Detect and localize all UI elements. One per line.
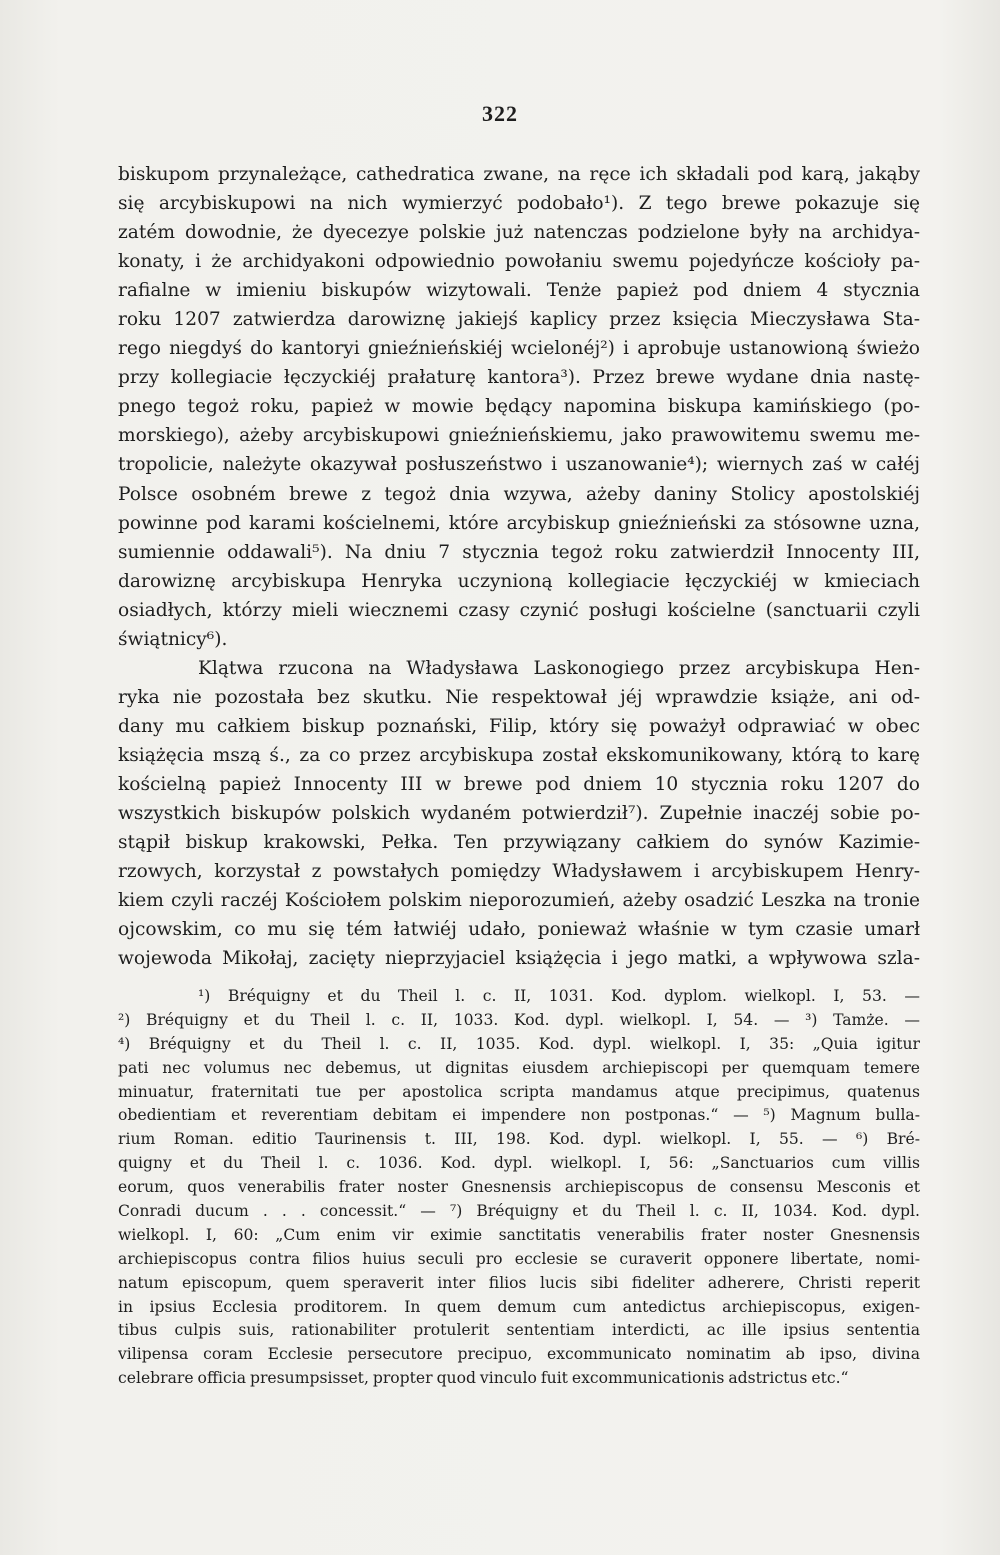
text-line: tropolicie, należyte okazywał posłuszeństwo i uszanowanie⁴); wiernych zaś w całéj xyxy=(118,454,920,476)
text-line: dany mu całkiem biskup poznański, Filip, który się poważył odprawiać w obec xyxy=(118,715,920,737)
page-number: 322 xyxy=(482,101,518,126)
footnote-line: minuatur, fraternitati tue per apostolica scripta mandamus atque precipimus, quatenus xyxy=(118,1082,920,1101)
footnote-line: eorum, quos venerabilis frater noster Gnesnensis archiepiscopus de consensu Mesconis et xyxy=(118,1178,920,1197)
text-line: morskiego), ażeby arcybiskupowi gnieźnieńskiemu, jako prawowitemu swemu me- xyxy=(118,425,920,447)
footnote-line: natum episcopum, quem speraverit inter filios lucis sibi fideliter adherere, Christi reperit xyxy=(118,1273,920,1292)
text-line: rzowych, korzystał z powstałych pomiędzy Władysławem i arcybiskupem Henry- xyxy=(118,861,920,883)
text-line: książęcia mszą ś., za co przez arcybiskupa został ekskomunikowany, którą to karę xyxy=(118,744,920,766)
footnote-line: wielkopl. I, 60: „Cum enim vir eximie sanctitatis venerabilis frater noster Gnesnensis xyxy=(118,1225,920,1244)
footnote-line: vilipensa coram Ecclesie persecutore precipuo, excommunicato nominatim ab ipso, divina xyxy=(118,1345,920,1364)
footnote-line: in ipsius Ecclesia proditorem. In quem demum cum antedictus archiepiscopus, exigen- xyxy=(118,1297,920,1316)
footnote-line: pati nec volumus nec debemus, ut dignitas eiusdem archiepiscopi per quemquam temere xyxy=(118,1058,920,1077)
main-text xyxy=(118,160,920,973)
text-line: Polsce osobném brewe z tegoż dnia wzywa, ażeby daniny Stolicy apostolskiéj xyxy=(118,483,920,505)
text-line: wojewoda Mikołaj, zacięty nieprzyjaciel książęcia i jego matki, a wpływowa szla- xyxy=(118,948,920,970)
text-line: zatém dowodnie, że dyecezye polskie już natenczas podzielone były na archidya- xyxy=(118,222,920,244)
text-line: rafialne w imieniu biskupów wizytowali. Tenże papież pod dniem 4 stycznia xyxy=(118,280,920,302)
footnote-line: obedientiam et reverentiam debitam ei impendere non postponas.“ — ⁵) Magnum bulla- xyxy=(118,1106,920,1125)
text-line: stąpił biskup krakowski, Pełka. Ten przywiązany całkiem do synów Kazimie- xyxy=(118,832,920,854)
text-line: wszystkich biskupów polskich wydaném potwierdził⁷). Zupełnie inaczéj sobie po- xyxy=(118,803,920,825)
text-line: sumiennie oddawali⁵). Na dniu 7 stycznia tegoż roku zatwierdził Innocenty III, xyxy=(118,541,920,563)
text-line: Klątwa rzucona na Władysława Laskonogiego przez arcybiskupa Hen- xyxy=(198,657,920,679)
footnote-line: archiepiscopus contra filios huius seculi pro ecclesie se curaverit opponere libertate, nomi- xyxy=(118,1249,920,1268)
text-line: ojcowskim, co mu się tém łatwiéj udało, ponieważ właśnie w tym czasie umarł xyxy=(118,919,920,941)
footnote-line: rium Roman. editio Taurinensis t. III, 198. Kod. dypl. wielkopl. I, 55. — ⁶) Bré- xyxy=(118,1130,920,1149)
text-line: ryka nie pozostała bez skutku. Nie respektował jéj wprawdzie książe, ani od- xyxy=(118,686,920,708)
text-line: biskupom przynależące, cathedratica zwane, na ręce ich składali pod karą, jakąby xyxy=(118,164,920,185)
footnote-line: Conradi ducum . . . concessit.“ — ⁷) Bréquigny et du Theil l. c. II, 1034. Kod. dypl. xyxy=(118,1202,920,1221)
text-line: konaty, i że archidyakoni odpowiednio powołaniu swemu pojedyńcze kościoły pa- xyxy=(118,251,920,273)
text-line: pnego tegoż roku, papież w mowie będący napomina biskupa kamińskiego (po- xyxy=(118,396,920,418)
text-line: się arcybiskupowi na nich wymierzyć podobało¹). Z tego brewe pokazuje się xyxy=(118,193,920,215)
text-line: kościelną papież Innocenty III w brewe pod dniem 10 stycznia roku 1207 do xyxy=(118,773,920,795)
text-line: świątnicy⁶). xyxy=(118,628,228,650)
text-line: darowiznę arcybiskupa Henryka uczynioną kollegiacie łęczyckiéj w kmieciach xyxy=(118,570,920,592)
footnote-line: celebrare officia presumpsisset, propter quod vinculo fuit excommunicationis adstrictus etc.“ xyxy=(118,1369,849,1388)
footnote-line: quigny et du Theil l. c. 1036. Kod. dypl. wielkopl. I, 56: „Sanctuarios cum villis xyxy=(118,1154,920,1173)
footnote-line: ²) Bréquigny et du Theil l. c. II, 1033. Kod. dypl. wielkopl. I, 54. — ³) Tamże. — xyxy=(118,1010,920,1029)
footnote-line: ⁴) Bréquigny et du Theil l. c. II, 1035. Kod. dypl. wielkopl. I, 35: „Quia igitur xyxy=(118,1034,920,1053)
text-line: rego niegdyś do kantoryi gnieźnieńskiéj wcielonéj²) i aprobuje ustanowioną świeżo xyxy=(118,338,920,360)
text-line: osiadłych, którzy mieli wiecznemi czasy czynić posługi kościelne (sanctuarii czyli xyxy=(118,599,920,621)
text-line: przy kollegiacie łęczyckiéj prałaturę kantora³). Przez brewe wydane dnia nastę- xyxy=(118,367,920,389)
footnote-line: ¹) Bréquigny et du Theil l. c. II, 1031. Kod. dyplom. wielkopl. I, 53. — xyxy=(198,987,920,1005)
text-line: kiem czyli raczéj Kościołem polskim nieporozumień, ażeby osadzić Leszka na tronie xyxy=(118,890,920,912)
text-line: roku 1207 zatwierdza darowiznę jakiejś kaplicy przez księcia Mieczysława Sta- xyxy=(118,309,920,331)
footnote-line: tibus culpis suis, rationabiliter protulerit sententiam interdicti, ac ille ipsius sententia xyxy=(118,1321,920,1340)
footnotes xyxy=(118,985,920,1391)
text-line: powinne pod karami kościelnemi, które arcybiskup gnieźnieński za stósowne uzna, xyxy=(118,512,920,534)
